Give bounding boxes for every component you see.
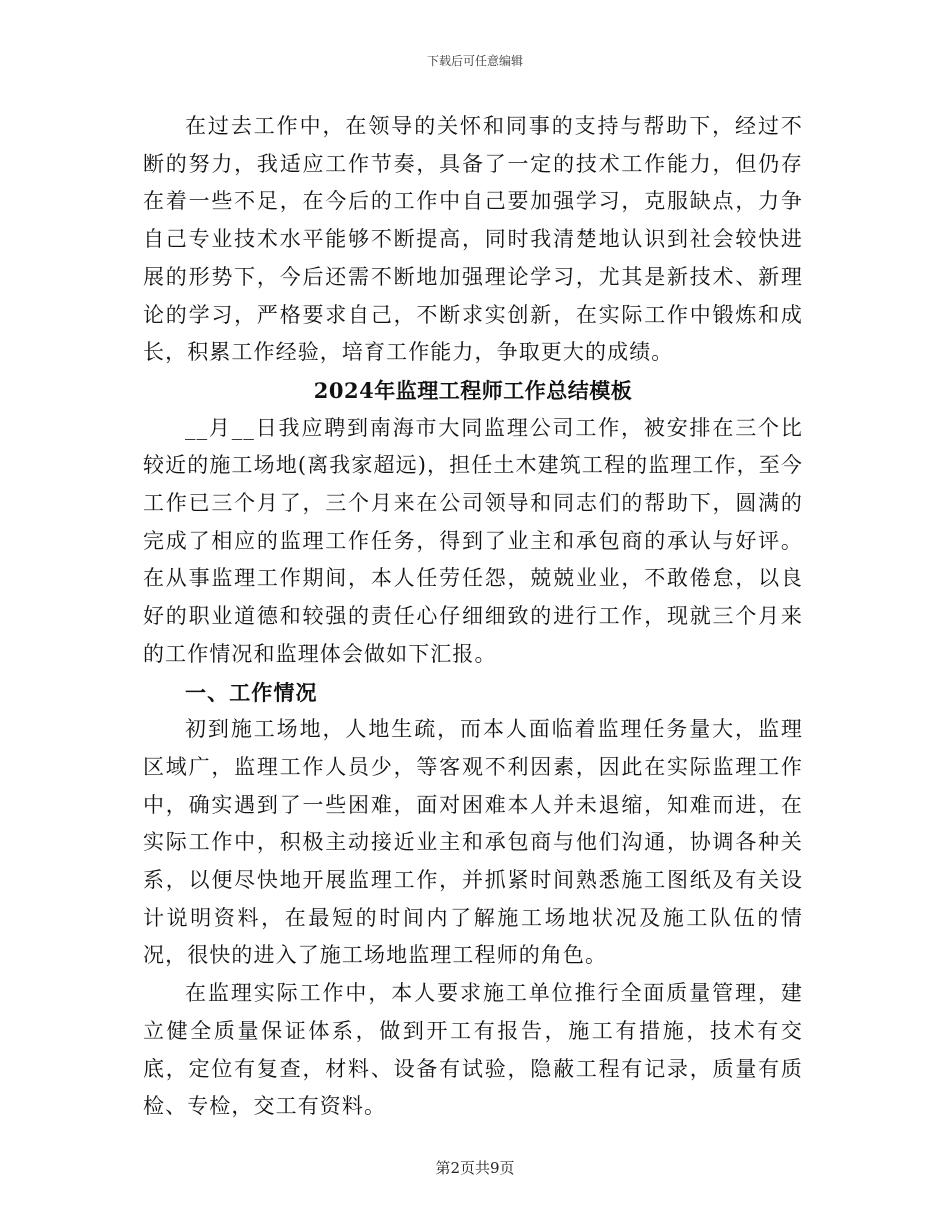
document-body [143, 108, 803, 1126]
paragraph-intro: __月__日我应聘到南海市大同监理公司工作，被安排在三个比较近的施工场地(离我家超远)，担任土木建筑工程的监理工作，至今工作已三个月了，三个月来在公司领导和同志们的帮助下，圆满的完成了相应的监理工作任务，得到了业主和承包商的承认与好评。在从事监理工作期间，本人任劳任怨，兢兢业业，不敢倦怠，以良好的职业道德和较强的责任心仔细细致的进行工作，现就三个月来的工作情况和监理体会做如下汇报。 [143, 415, 803, 666]
paragraph-summary: 在过去工作中，在领导的关怀和同事的支持与帮助下，经过不断的努力，我适应工作节奏，具备了一定的技术工作能力，但仍存在着一些不足，在今后的工作中自己要加强学习，克服缺点，力争自己专业技术水平能够不断提高，同时我清楚地认识到社会较快进展的形势下，今后还需不断地加强理论学习，尤其是新技术、新理论的学习，严格要求自己，不断求实创新，在实际工作中锻炼和成长，积累工作经验，培育工作能力，争取更大的成绩。 [143, 114, 803, 365]
page-footer: 第2页共9页 [435, 1159, 515, 1177]
paragraph-quality-management: 在监理实际工作中，本人要求施工单位推行全面质量管理，建立健全质量保证体系，做到开工有报告，施工有措施，技术有交底，定位有复查，材料、设备有试验，隐蔽工程有记录，质量有质检、专检，交工有资料。 [143, 981, 803, 1119]
section-heading-work-situation: 一、工作情况 [185, 679, 318, 705]
paragraph-work-start: 初到施工场地，人地生疏，而本人面临着监理任务量大，监理区域广，监理工作人员少，等客观不利因素，因此在实际监理工作中，确实遇到了一些困难，面对困难本人并未退缩，知难而进，在实际工作中，积极主动接近业主和承包商与他们沟通，协调各种关系，以便尽快地开展监理工作，并抓紧时间熟悉施工图纸及有关设计说明资料，在最短的时间内了解施工场地状况及施工队伍的情况，很快的进入了施工场地监理工程师的角色。 [143, 717, 803, 968]
section-title: 2024年监理工程师工作总结模板 [313, 377, 633, 403]
page-header: 下载后可任意编辑 [426, 54, 523, 68]
